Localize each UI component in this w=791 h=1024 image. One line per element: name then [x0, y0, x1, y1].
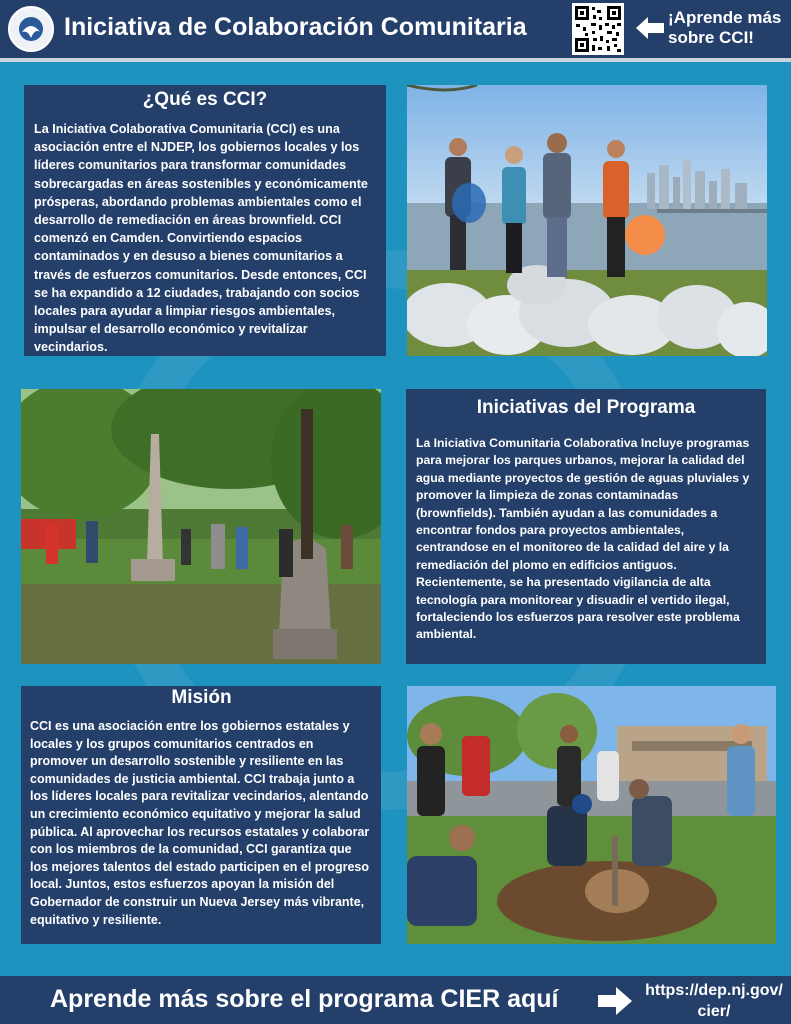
cemetery-cleanup-photo	[21, 389, 381, 664]
program-initiatives-panel	[406, 389, 766, 664]
mission-panel	[21, 686, 381, 944]
what-is-cci-body: La Iniciativa Colaborativa Comunitaria (CCI) es una asociación entre el NJDEP, los gobiernos locales y los líderes comunitarios para transformar comunidades sobrecargadas en áreas sostenibles y económicamente prósperas, abordando problemas ambientales como el desarrollo de remediación en áreas brownfield. CCI comenzó en Camden. Convirtiendo espacios contaminados y en desuso a bienes comunitarios a través de esfuerzos comunitarios. Desde entonces, CCI se ha expandido a 12 ciudades, trabajando con socios locales para ayudar a limpiar riesgos ambientales, impulsar el desarrollo económico y revitalizar vecindarios.	[34, 122, 368, 355]
footer-cta-text: Aprende más sobre el programa CIER aquí	[50, 985, 559, 1013]
nj-dep-seal-icon	[8, 6, 54, 52]
cier-program-link[interactable]: https://dep.nj.gov/ cier/	[645, 982, 783, 1020]
program-initiatives-body: La Iniciativa Comunitaria Colaborativa Incluye programas para mejorar los parques urbanos, mejorar la calidad del agua mediante proyectos de gestión de aguas pluviales y promover la limpieza de zonas contaminadas (brownfields). También ayudan a las comunidades a encontrar fondos para proyectos ambientales, centrandose en el monitoreo de la calidad del aire y la remediación del plomo en edificios antiguos. Recientemente, se ha presentado vigilancia de alta tecnología para monitorear y disuadir el vertido ilegal, fortaleciendo los esfuerzos para resolver este problema ambiental.	[416, 436, 750, 642]
mission-body: CCI es una asociación entre los gobiernos estatales y locales y los grupos comunitarios centrados en promover un desarrollo sostenible y resiliente en las comunidades de justicia ambiental. CCI trabaja junto a los líderes locales para revitalizar vecindarios, alentando un crecimiento económico equitativo y mejorar la salud pública. Al aprovechar los recursos estatales y colaborar con los miembros de la comunidad, CCI garantiza que los mejores talentos del estado participen en el progreso local. Juntos, estos esfuerzos apoyan la misión del Gobernador de construir un Nueva Jersey más vibrante, equitativo y resiliente.	[30, 719, 370, 927]
tree-planting-photo	[407, 686, 776, 944]
learn-more-link[interactable]: ¡Aprende más sobre CCI!	[668, 8, 782, 47]
what-is-cci-panel	[24, 85, 386, 356]
header-bar	[0, 0, 791, 62]
qr-code-icon[interactable]	[572, 3, 624, 55]
what-is-cci-title: ¿Qué es CCI?	[142, 89, 268, 110]
volunteer-cleanup-photo	[407, 85, 767, 356]
arrow-right-icon	[598, 987, 632, 1015]
page-title: Iniciativa de Colaboración Comunitaria	[64, 13, 527, 41]
mission-title: Misión	[171, 687, 232, 708]
arrow-left-icon	[636, 17, 664, 39]
program-initiatives-title: Iniciativas del Programa	[476, 397, 696, 418]
footer-bar	[0, 976, 791, 1024]
